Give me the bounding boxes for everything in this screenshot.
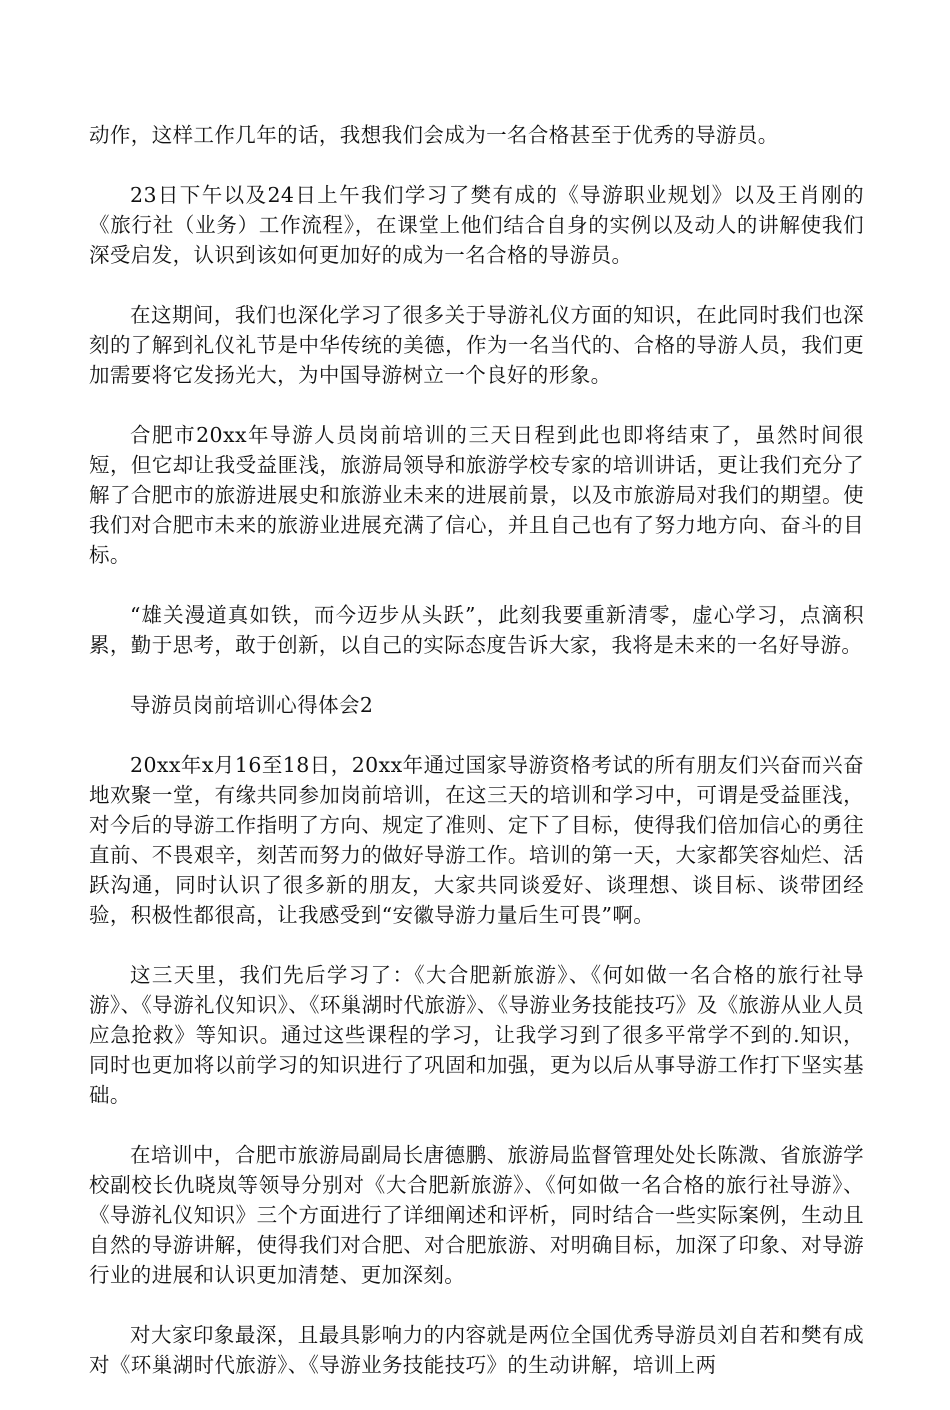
document-body [89,120,864,1410]
paragraph-training-schedule: 23日下午以及24日上午我们学习了樊有成的《导游职业规划》以及王肖刚的《旅行社（业务）工作流程》，在课堂上他们结合自身的实例以及动人的讲解使我们深受启发，认识到该如何更加好的成为一名合格的导游员。 [89,183,864,267]
paragraph-quote: “雄关漫道真如铁，而今迈步从头跃”，此刻我要重新清零，虚心学习，点滴积累，勤于思考，敢于创新，以自己的实际态度告诉大家，我将是未来的一名好导游。 [89,603,864,657]
paragraph-hefei-training: 合肥市20xx年导游人员岗前培训的三天日程到此也即将结束了，虽然时间很短，但它却让我受益匪浅，旅游局领导和旅游学校专家的培训讲话，更让我们充分了解了合肥市的旅游进展史和旅游业未来的进展前景，以及市旅游局对我们的期望。使我们对合肥市未来的旅游业进展充满了信心，并且自己也有了努力地方向、奋斗的目标。 [89,423,864,567]
section-heading: 导游员岗前培训心得体会2 [130,693,374,717]
paragraph-etiquette: 在这期间，我们也深化学习了很多关于导游礼仪方面的知识，在此同时我们也深刻的了解到礼仪礼节是中华传统的美德，作为一名当代的、合格的导游人员，我们更加需要将它发扬光大，为中国导游树立一个良好的形象。 [89,303,864,387]
paragraph-continuation: 动作，这样工作几年的话，我想我们会成为一名合格甚至于优秀的导游员。 [89,123,779,147]
paragraph-impression: 对大家印象最深，且最具影响力的内容就是两位全国优秀导游员刘自若和樊有成对《环巢湖时代旅游》、《导游业务技能技巧》的生动讲解，培训上两 [89,1323,864,1377]
paragraph-gathering: 20xx年x月16至18日，20xx年通过国家导游资格考试的所有朋友们兴奋而兴奋地欢聚一堂，有缘共同参加岗前培训，在这三天的培训和学习中，可谓是受益匪浅，对今后的导游工作指明了方向、规定了准则、定下了目标，使得我们倍加信心的勇往直前、不畏艰辛，刻苦而努力的做好导游工作。培训的第一天，大家都笑容灿烂、活跃沟通，同时认识了很多新的朋友，大家共同谈爱好、谈理想、谈目标、谈带团经验，积极性都很高，让我感受到“安徽导游力量后生可畏”啊。 [89,753,864,927]
paragraph-courses: 这三天里，我们先后学习了：《大合肥新旅游》、《何如做一名合格的旅行社导游》、《导游礼仪知识》、《环巢湖时代旅游》、《导游业务技能技巧》及《旅游从业人员应急抢救》等知识。通过这些课程的学习，让我学习到了很多平常学不到的.知识，同时也更加将以前学习的知识进行了巩固和加强，更为以后从事导游工作打下坚实基础。 [89,963,864,1107]
paragraph-leaders: 在培训中，合肥市旅游局副局长唐德鹏、旅游局监督管理处处长陈溦、省旅游学校副校长仇晓岚等领导分别对《大合肥新旅游》、《何如做一名合格的旅行社导游》、《导游礼仪知识》三个方面进行了详细阐述和评析，同时结合一些实际案例，生动且自然的导游讲解，使得我们对合肥、对合肥旅游、对明确目标，加深了印象、对导游行业的进展和认识更加清楚、更加深刻。 [89,1143,864,1287]
